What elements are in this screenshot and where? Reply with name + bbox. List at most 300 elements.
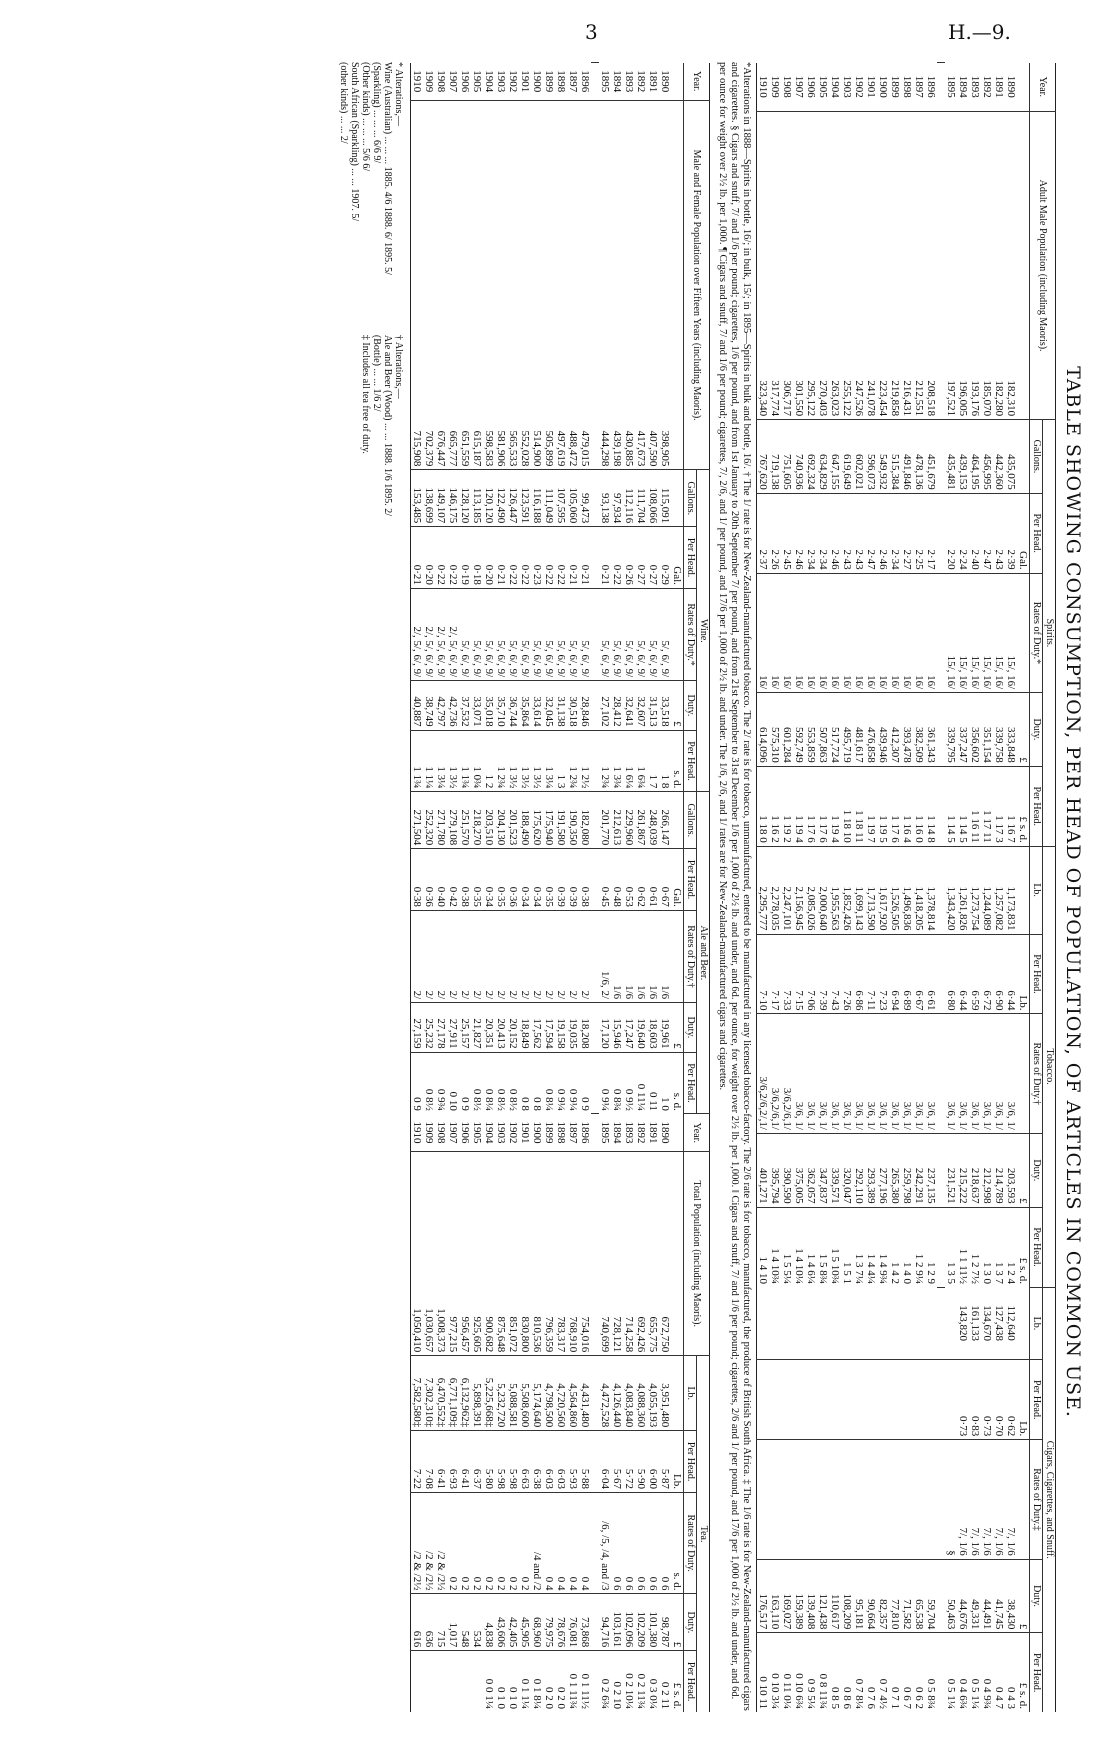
table-cell [793,1440,805,1560]
table-cell: 0 8 [531,1052,543,1114]
table-row [1005,63,1017,1713]
table-cell: 1909 [423,70,435,93]
table-cell: 435,481 [945,420,957,494]
table-cell: 176,517 [757,1559,770,1633]
table-cell: 375,005 [793,1133,805,1207]
table-cell: 4,126,440 [611,1356,623,1431]
table-cell: 0 2 0 [555,1651,567,1712]
unit-cell [1017,112,1030,420]
table-cell: 1 19 4 [829,766,841,846]
table-cell: 201,523 [507,792,519,849]
table-cell: 5,174,640 [531,1356,543,1431]
table-cell: 1 19 4 [793,766,805,846]
table-cell: 361,343 [925,693,937,767]
table-cell: 515,384 [889,420,901,494]
col-header: Per Head. [684,527,697,589]
table-cell: 3/6, 1/ [981,1014,993,1134]
table-cell: 3/6,2/6,1/ [769,1014,781,1134]
table-cell: 5/, 6/, 9/ [567,588,579,680]
table-cell: 271,780 [435,792,447,849]
col-header: Per Head. [684,1052,697,1114]
table-cell: 1 2 7½ [969,1207,981,1287]
table-cell: 0·27 [635,527,647,589]
table-cell: 768,910 [567,1152,579,1356]
table-cell: 1898 [555,1121,567,1144]
table-cell: 0 9 [411,1052,424,1114]
table-cell: 1/6 [647,910,659,1002]
table-cell: 1 19 7 [865,766,877,846]
table-cell: 190,350 [567,792,579,849]
table-cell: 219,858 [889,112,901,420]
col-header: Duty. [684,681,697,731]
table-row [423,63,435,1713]
table-cell: 6·04 [599,1431,611,1493]
table-cell: 2·47 [865,493,877,573]
table-cell: 2·34 [805,493,817,573]
table-row [781,63,793,1713]
table-cell: 0·21 [495,527,507,589]
table-cell: 444,298 [599,100,611,470]
table-cell: 491,846 [901,420,913,494]
table-cell: 1/6, 2/ [599,910,611,1002]
table-cell: 0 8½ [423,1052,435,1114]
table-cell: 266,147 [659,792,671,849]
table-cell: 1900 [877,75,889,98]
table-cell: 6,771,109‡ [447,1356,459,1431]
table-cell: 1902 [507,70,519,93]
table-cell: 218,637 [969,1133,981,1207]
col-header: Per Head. [684,1651,697,1712]
col-header: Duty. [1030,1133,1043,1207]
table-cell: 139,408 [805,1559,817,1633]
table-cell: 728,121 [611,1152,623,1356]
table-cell: 0·22 [435,527,447,589]
table-cell: 2/ [567,910,579,1002]
table-cell: 1 6¾ [635,730,647,792]
table-cell: 1905 [471,1121,483,1144]
table-cell: 0 11 [647,1052,659,1114]
table-cell: /2 & /2½ [423,1493,435,1594]
col-header: Per Head. [1030,1360,1043,1440]
spirits-tobacco-cigars-table [756,62,1056,1712]
table-cell: 182,310 [1005,112,1017,420]
col-header: Male and Female Population over Fifteen Years (including Maoris). [684,100,710,470]
page-title: TABLE SHOWING CONSUMPTION, PER HEAD OF POPULATION, OF ARTICLES IN COMMON USE. [1062,366,1084,1418]
table-cell: 2/ [519,910,531,1002]
table-cell: 31,138 [555,681,567,731]
table-cell: 0 6 7 [901,1633,913,1712]
table-cell [471,1651,483,1712]
table-cell: 2/, 5/, 6/, 9/ [411,588,424,680]
table-cell: 0·29 [659,527,671,589]
table-cell: 1903 [495,70,507,93]
table-cell: 0·18 [471,527,483,589]
table-cell: 1893 [623,70,635,93]
table-cell: 1/6 [623,910,635,1002]
table-cell: 0 6 [647,1493,659,1594]
table-cell: 4,720,560 [555,1356,567,1431]
table-cell: 0·22 [555,527,567,589]
table-cell: 4,055,193 [647,1356,659,1431]
table-cell [913,1360,925,1440]
table-cell: 655,775 [647,1152,659,1356]
table-cell: 575,310 [769,693,781,767]
table-cell: 1 0¾ [471,730,483,792]
table-cell [793,1287,805,1360]
table-cell: 1898 [901,75,913,98]
table-cell: 0 9 [459,1052,471,1114]
table-cell: 1 1 11½ [957,1207,969,1287]
table-cell: 188,490 [519,792,531,849]
table-cell: 3/6, 1/ [865,1014,877,1134]
table-cell: 37,532 [459,681,471,731]
table-cell: 0·34 [483,849,495,911]
table-cell: 4,088,360 [635,1356,647,1431]
table-row [969,63,981,1713]
table-cell: 2/ [543,910,555,1002]
table-cell [901,1287,913,1360]
table-cell: 259,798 [901,1133,913,1207]
table-cell: 108,209 [841,1559,853,1633]
table-cell: 1,852,426 [841,846,853,934]
table-cell: 27,911 [447,1003,459,1053]
table-cell: 3/6, 1/ [925,1014,937,1134]
table-cell: 49,331 [969,1559,981,1633]
table-cell: 0 7 8¼ [853,1633,865,1712]
wine-alterations-title: * Alterations,— [393,62,404,126]
table-cell: 19,961 [659,1003,671,1053]
unit-cell: Lb. [1017,1360,1030,1440]
table-cell: 41,745 [993,1559,1005,1633]
table-cell: 0 5 1¼ [945,1633,957,1712]
col-header: Per Head. [1030,1633,1043,1712]
table-cell: 76,081 [567,1594,579,1651]
table-cell [913,1287,925,1360]
table-cell: 120,120 [483,470,495,527]
table-cell: 123,591 [519,470,531,527]
table-cell: 0 6 [623,1493,635,1594]
table-cell: 185,070 [981,112,993,420]
col-header: Rates of Duty.* [684,588,697,680]
table-cell: 581,906 [495,100,507,470]
table-cell: 161,133 [969,1305,981,1342]
table-cell: 1905 [471,70,483,93]
table-cell: 390,590 [781,1133,793,1207]
unit-cell: £ s. d. [1017,766,1030,846]
table-cell: 0·22 [519,527,531,589]
table-cell: 1 17 6 [805,766,817,846]
table-cell: 5/, 6/, 9/ [519,588,531,680]
table-cell: 20,351 [483,1003,495,1053]
table-cell: 214,789 [993,1133,1005,1207]
table-cell: 3/6, 1/ [841,1014,853,1134]
table-cell: 3/6, 1/ [945,1014,957,1134]
table-cell: 900,682 [483,1152,495,1356]
table-cell: 356,602 [969,693,981,767]
table-cell: 1 18 11 [853,766,865,846]
unit-cell: s. d. [671,1052,684,1114]
table-row [659,63,671,1713]
table-cell: 0 8 [519,1052,531,1114]
table-cell: 1 2¾ [495,730,507,792]
table-cell: 6·00 [647,1431,659,1493]
table-cell: 636 [423,1594,435,1651]
table-cell: 20,152 [507,1003,519,1053]
table-cell [865,1287,877,1360]
table-cell: 115,091 [659,470,671,527]
table-row [945,63,957,1713]
table-cell: 497,619 [555,100,567,470]
table-cell: 33,614 [531,681,543,731]
table-cell: 439,153 [957,420,969,494]
table-cell: 116,188 [531,470,543,527]
table-cell: 0 4 [567,1493,579,1594]
table-cell: 127,438 [993,1305,1005,1342]
table-cell: 1907 [447,70,459,93]
unit-cell: £ [1017,1559,1030,1633]
unit-cell: £ [671,1003,684,1053]
table-cell: 113,185 [471,470,483,527]
table-cell: 1/6 [659,910,671,1002]
table-cell: 1908 [435,70,447,93]
table-cell: 6·03 [543,1431,555,1493]
table-cell: 15/, 16/ [945,573,957,693]
table-cell: 0 5 8¾ [925,1633,937,1712]
table-cell: 5/, 6/, 9/ [543,588,555,680]
table-cell: 6·86 [853,934,865,1014]
table-cell: 0 4 7 [993,1633,1005,1712]
table-cell: 1 14 5 [957,766,969,846]
table-cell: 1 2 9¼ [913,1207,925,1287]
table-cell [423,1651,435,1712]
table-cell [805,1440,817,1560]
table-cell: 1896 [579,70,591,93]
table-cell: 601,284 [781,693,793,767]
table-cell: 5·98 [495,1431,507,1493]
table-cell: 1 5 10¾ [829,1207,841,1287]
table-cell: 2·25 [913,493,925,573]
table-cell: 2·39 [1005,493,1017,573]
table-cell: 169,027 [781,1559,793,1633]
table-cell: 15/, 16/ [957,573,969,693]
table-cell: 598,583 [483,100,495,470]
table-cell: 6·44 [1005,934,1017,1014]
tea-free-note: ‡ Includes all tea free of duty. [360,334,371,454]
table-cell: 0 2 [471,1493,483,1594]
table-row [507,63,519,1713]
table-cell: 16/ [829,573,841,693]
table-cell: 488,472 [567,100,579,470]
table-cell: 265,380 [889,1133,901,1207]
table-cell: 1903 [495,1121,507,1144]
table-cell: 208,518 [925,112,937,420]
table-cell: 42,736 [447,681,459,731]
table2-body [411,63,684,1713]
col-header: Per Head. [1030,1207,1043,1287]
table-cell: 830,800 [519,1152,531,1356]
table-cell: 2,156,945 [793,846,805,934]
table-cell: 0·34 [519,849,531,911]
table-cell: 68,960 [531,1594,543,1651]
table-cell: 337,247 [957,693,969,767]
table-cell: 0 2 [495,1493,507,1594]
table-cell: 1 17 11 [981,766,993,846]
table-cell: 783,317 [555,1152,567,1356]
table-cell: 27,178 [435,1003,447,1053]
table-cell: 339,795 [945,693,957,767]
table-cell: 0·38 [411,849,424,911]
table-cell: 19,035 [567,1003,579,1053]
table-cell: 0 9¼ [555,1052,567,1114]
table-cell: 393,478 [901,693,913,767]
table-row [435,63,447,1713]
table-cell: 456,995 [981,420,993,494]
row-gap [937,63,945,1713]
table-cell: 2,278,035 [769,846,781,934]
table-cell: 203,510 [483,792,495,849]
table-cell: 196,005 [957,112,969,420]
table-cell: 1890 [659,70,671,93]
table-cell: 5/, 6/, 9/ [531,588,543,680]
table-cell: 1 6¼ [623,730,635,792]
table-cell: 5·87 [659,1431,671,1493]
table-cell: 614,096 [757,693,770,767]
table-cell: 2·43 [853,493,865,573]
table-cell: 98,787 [659,1594,671,1651]
table-cell: 619,649 [841,420,853,494]
table-cell: 2·43 [993,493,1005,573]
table-cell: 143,820 [957,1305,969,1342]
units-row [671,63,684,1713]
unit-cell: £ [671,681,684,731]
table-cell: 1,244,089 [981,846,993,934]
table-cell: 107,595 [555,470,567,527]
table-cell: 5·98 [507,1431,519,1493]
table-cell: 4,564,860 [567,1356,579,1431]
document-code: H.—9. [948,20,1011,44]
wine-alteration-line: (other kinds) ... ... 2/ [338,62,349,144]
table-cell: 2·34 [889,493,901,573]
table-cell: 1,173,831 [1005,846,1017,934]
table-cell: 3/6, 1/ [913,1014,925,1134]
table-cell [865,1440,877,1560]
table-cell: 111,049 [543,470,555,527]
table-cell: 602,021 [853,420,865,494]
unit-cell [1017,1287,1030,1360]
table-cell: 5/, 6/, 9/ [647,588,659,680]
table-cell: 44,676 [957,1559,969,1633]
table-row [495,63,507,1713]
table-cell: 0·19 [459,527,471,589]
table-cell: 2·45 [781,493,793,573]
table-cell: 1892 [981,75,993,98]
table-cell: 647,155 [829,420,841,494]
table-row [543,63,555,1713]
table-cell: 0·36 [423,849,435,911]
table-cell: 0·21 [579,527,591,589]
table-cell: 110,617 [829,1559,841,1633]
units-row [1017,63,1030,1713]
table-cell [853,1440,865,1560]
col-header: Duty. [684,1003,697,1053]
table-cell: 138,699 [423,470,435,527]
table-cell [901,1360,913,1440]
table-cell: 251,570 [459,792,471,849]
table-cell: 6·41 [435,1431,447,1493]
table-cell: 5/, 6/, 9/ [483,588,495,680]
table-cell: 2·37 [757,493,770,573]
table-cell: 0·38 [579,849,591,911]
table-row [769,63,781,1713]
table-cell [877,1440,889,1560]
rotated-page-content [30,62,1090,1722]
table-cell: 6,132,962‡ [459,1356,471,1431]
table-cell: 1/6 [635,910,647,1002]
table-cell: 6·72 [981,934,993,1014]
table-cell: 126,447 [507,470,519,527]
unit-cell [1017,573,1030,693]
table-cell: 1892 [635,1121,647,1144]
table-cell: 1 4 10¼ [793,1207,805,1287]
table-cell: 0 2 [483,1493,495,1594]
table-cell: 0·70 [993,1360,1005,1440]
table-cell: 32,607 [635,681,647,731]
table-cell: 103,161 [611,1594,623,1651]
table-cell: 197,521 [945,112,957,420]
table-cell: 1901 [519,70,531,93]
table-cell: 401,271 [757,1133,770,1207]
beer-alteration-line: (Bottle) ... ... 1/6 2/ [371,334,382,412]
table-cell: 1903 [841,75,853,98]
unit-cell: Gal. [671,527,684,589]
table-cell: 42,405 [507,1594,519,1651]
table-cell: 1,699,143 [853,846,865,934]
table-cell: 7·22 [411,1431,424,1493]
table-cell: 2·26 [769,493,781,573]
table-cell: 216,431 [901,112,913,420]
table-cell [865,1360,877,1440]
table-row [865,63,877,1713]
table-cell: 719,138 [769,420,781,494]
col-header: Rates of Duty.‡ [1030,1440,1043,1560]
table-cell: 3,951,480 [659,1356,671,1431]
table-cell: 0 4 9¾ [981,1633,993,1712]
table-cell: 0 9¾ [435,1052,447,1114]
table-cell: 2/ [579,910,591,1002]
table-cell: 1,526,505 [889,846,901,934]
table-cell [945,1360,957,1440]
table-cell: 395,794 [769,1133,781,1207]
table-cell: 201,770 [599,792,611,849]
table-cell: 552,028 [519,100,531,470]
table-row [981,63,993,1713]
table-cell: 3/6, 1/ [877,1014,889,1134]
table-cell: 1895 [599,1121,611,1144]
table-cell: 479,015 [579,100,591,470]
table-cell [805,1360,817,1440]
table-cell: 7,582,580‡ [411,1356,424,1431]
table-cell: 2,295,777 [757,846,770,934]
table-cell: 1 7 [647,730,659,792]
table-row [793,63,805,1713]
table-cell: 339,758 [993,693,1005,767]
table-cell [877,1360,889,1440]
table-cell: 2/ [447,910,459,1002]
table-cell: 1891 [647,70,659,93]
table-cell: 616 [411,1594,424,1651]
table-cell [435,1651,447,1712]
table-cell: 3/6, 1/ [993,1014,1005,1134]
